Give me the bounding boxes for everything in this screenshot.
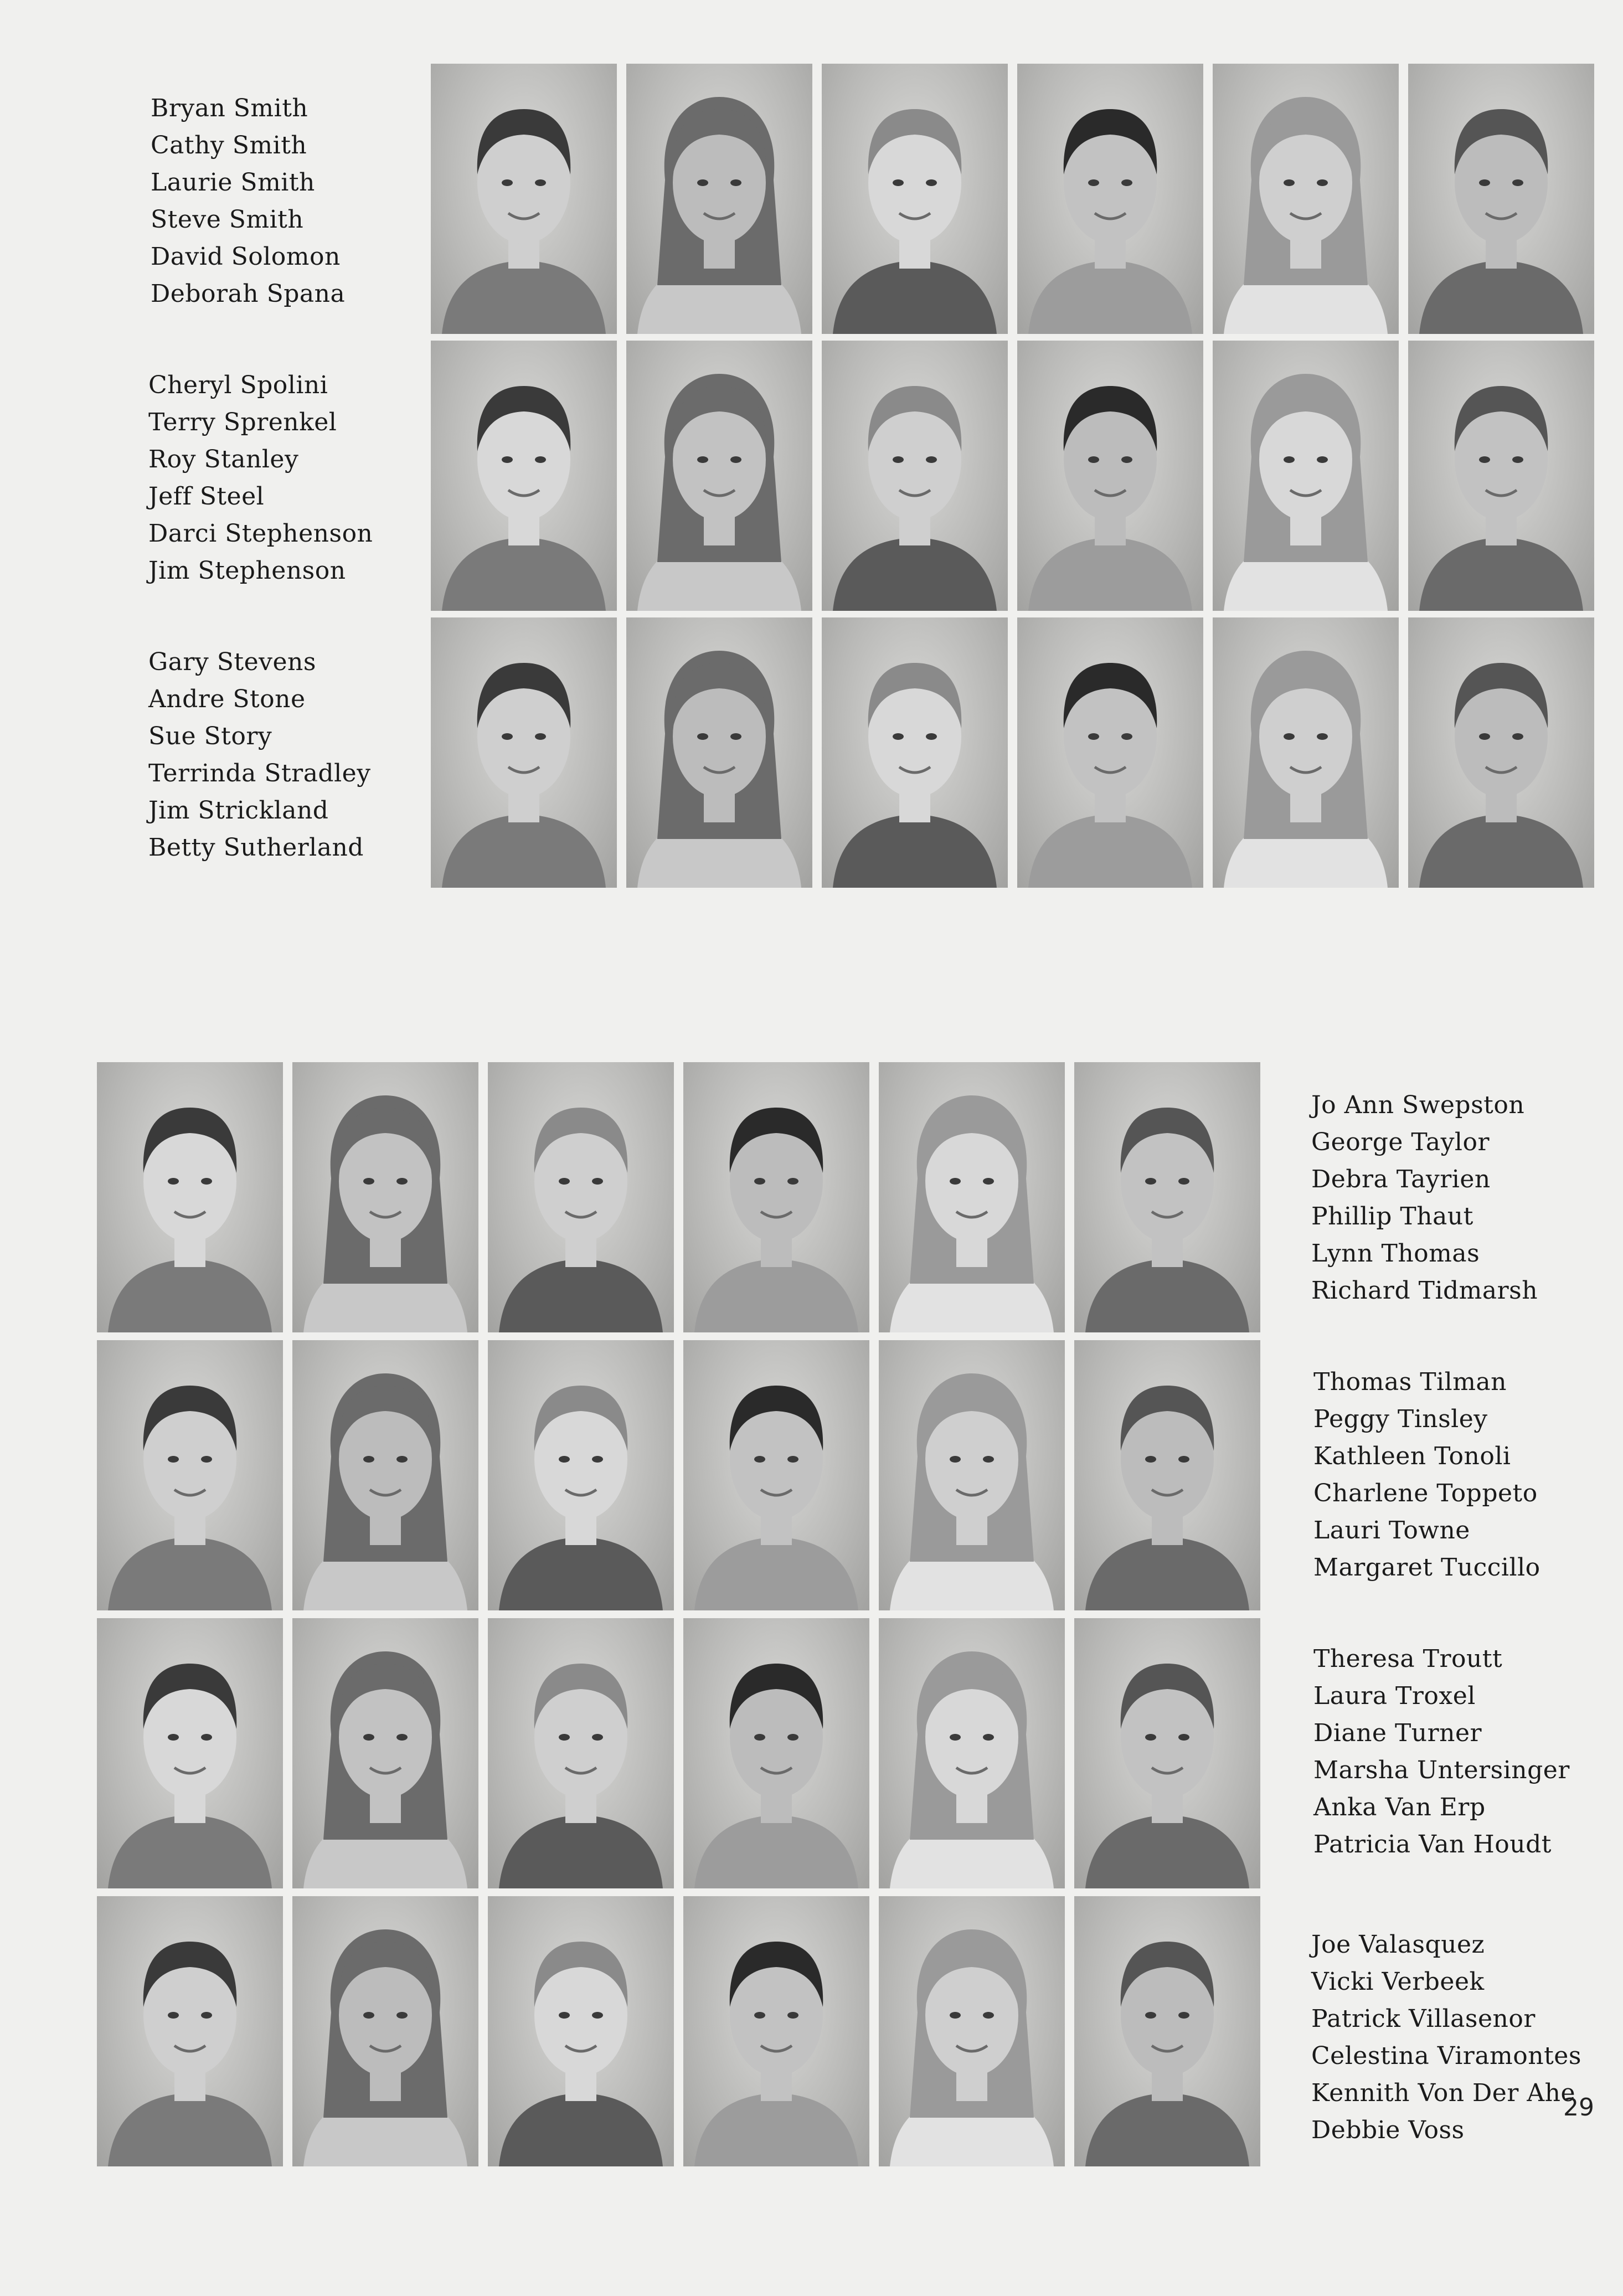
student-portrait — [1074, 1618, 1260, 1888]
name-list-group-7 — [1311, 1926, 1581, 2149]
student-name: Richard Tidmarsh — [1311, 1276, 1538, 1305]
student-name: Joe Valasquez — [1311, 1931, 1485, 1959]
student-name: Kathleen Tonoli — [1313, 1442, 1511, 1470]
student-name: Anka Van Erp — [1313, 1793, 1486, 1821]
student-name: Jo Ann Swepston — [1311, 1091, 1525, 1119]
student-portrait — [683, 1340, 869, 1610]
student-portrait — [626, 617, 812, 888]
student-name: Vicki Verbeek — [1311, 1968, 1485, 1996]
photo-grid-bottom — [97, 1062, 1260, 2166]
name-list-group-5 — [1313, 1363, 1540, 1586]
student-portrait — [488, 1618, 674, 1888]
student-portrait — [292, 1618, 478, 1888]
student-name: Bryan Smith — [151, 94, 308, 122]
student-name: Marsha Untersinger — [1313, 1756, 1570, 1784]
student-name: Darci Stephenson — [148, 519, 373, 548]
student-name: Jeff Steel — [148, 482, 265, 511]
student-name: Margaret Tuccillo — [1313, 1553, 1540, 1582]
student-name: Patricia Van Houdt — [1313, 1830, 1552, 1859]
student-portrait — [488, 1340, 674, 1610]
student-portrait — [1408, 341, 1594, 611]
student-name: Jim Stephenson — [148, 557, 346, 585]
name-list-group-3 — [148, 644, 371, 866]
student-name: Andre Stone — [148, 685, 306, 713]
student-portrait — [822, 617, 1008, 888]
student-portrait — [1213, 64, 1399, 334]
student-name: Diane Turner — [1313, 1719, 1482, 1747]
student-name: Thomas Tilman — [1313, 1368, 1507, 1396]
page-number: 29 — [1563, 2093, 1594, 2122]
student-name: Laura Troxel — [1313, 1682, 1476, 1710]
student-portrait — [292, 1062, 478, 1332]
student-name: Phillip Thaut — [1311, 1202, 1473, 1231]
student-portrait — [97, 1896, 283, 2166]
student-name: Roy Stanley — [148, 445, 299, 473]
student-name: Cathy Smith — [151, 131, 307, 159]
name-list-group-4 — [1311, 1087, 1538, 1309]
student-portrait — [431, 617, 617, 888]
student-portrait — [1074, 1062, 1260, 1332]
student-portrait — [879, 1618, 1065, 1888]
student-portrait — [97, 1062, 283, 1332]
student-portrait — [1074, 1896, 1260, 2166]
student-name: Terry Sprenkel — [148, 408, 337, 436]
student-name: Steve Smith — [151, 205, 304, 234]
student-name: Lauri Towne — [1313, 1516, 1470, 1545]
student-portrait — [626, 64, 812, 334]
student-name: Debra Tayrien — [1311, 1165, 1491, 1193]
student-name: Debbie Voss — [1311, 2116, 1465, 2144]
student-name: Laurie Smith — [151, 168, 315, 197]
student-portrait — [1074, 1340, 1260, 1610]
student-name: Cheryl Spolini — [148, 371, 328, 399]
student-portrait — [879, 1062, 1065, 1332]
student-portrait — [431, 341, 617, 611]
student-portrait — [822, 341, 1008, 611]
student-portrait — [488, 1896, 674, 2166]
student-name: Jim Strickland — [148, 796, 329, 825]
student-portrait — [292, 1896, 478, 2166]
student-portrait — [488, 1062, 674, 1332]
student-portrait — [97, 1340, 283, 1610]
student-name: Theresa Troutt — [1313, 1645, 1503, 1673]
student-name: Kennith Von Der Ahe — [1311, 2079, 1576, 2107]
student-name: Gary Stevens — [148, 648, 316, 676]
student-portrait — [879, 1896, 1065, 2166]
student-portrait — [1213, 617, 1399, 888]
student-portrait — [1408, 64, 1594, 334]
student-name: Patrick Villasenor — [1311, 2005, 1536, 2033]
student-name: Lynn Thomas — [1311, 1239, 1480, 1268]
name-list-group-2 — [148, 367, 373, 589]
student-portrait — [292, 1340, 478, 1610]
student-portrait — [879, 1340, 1065, 1610]
name-list-group-6 — [1313, 1640, 1570, 1863]
student-portrait — [1017, 341, 1203, 611]
name-list-group-1 — [151, 90, 345, 312]
student-portrait — [1017, 617, 1203, 888]
student-name: Terrinda Stradley — [148, 759, 371, 787]
student-name: Deborah Spana — [151, 280, 346, 308]
student-name: George Taylor — [1311, 1128, 1490, 1156]
student-portrait — [97, 1618, 283, 1888]
student-portrait — [1017, 64, 1203, 334]
student-name: Betty Sutherland — [148, 833, 364, 862]
student-name: Charlene Toppeto — [1313, 1479, 1538, 1507]
student-name: Celestina Viramontes — [1311, 2042, 1581, 2070]
photo-grid-top — [431, 64, 1594, 888]
student-name: Sue Story — [148, 722, 272, 750]
student-portrait — [626, 341, 812, 611]
student-portrait — [1213, 341, 1399, 611]
student-portrait — [683, 1618, 869, 1888]
student-portrait — [822, 64, 1008, 334]
student-portrait — [683, 1896, 869, 2166]
student-portrait — [683, 1062, 869, 1332]
student-portrait — [431, 64, 617, 334]
student-portrait — [1408, 617, 1594, 888]
student-name: Peggy Tinsley — [1313, 1405, 1488, 1433]
student-name: David Solomon — [151, 243, 341, 271]
